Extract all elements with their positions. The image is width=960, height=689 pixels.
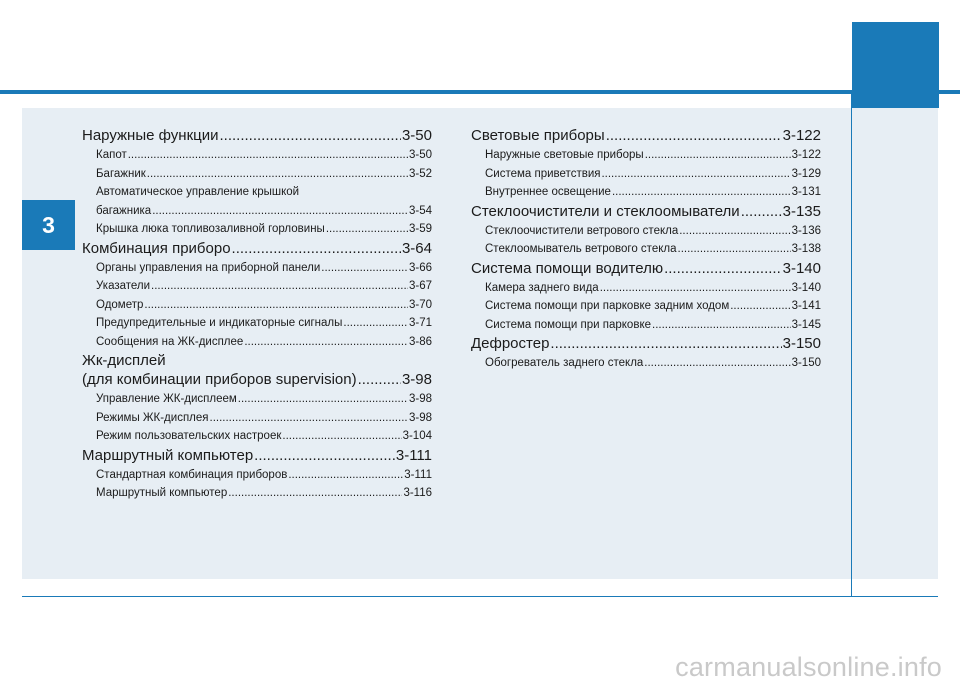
toc-section-title: (для комбинации приборов supervision) <box>82 371 357 388</box>
toc-entry[interactable] <box>471 240 821 259</box>
toc-entry[interactable] <box>471 146 821 165</box>
toc-entry-title-line1[interactable]: Автоматическое управление крышкой <box>96 186 300 198</box>
toc-entry-page: 3-54 <box>408 204 432 217</box>
toc-leader-dots <box>645 146 791 165</box>
toc-entry-page: 3-98 <box>408 393 432 405</box>
toc-entry-title: Одометр <box>96 298 144 311</box>
toc-entry-page: 3-52 <box>408 167 432 180</box>
toc-entry-title: Органы управления на приборной панели <box>96 261 321 274</box>
toc-entry[interactable] <box>82 314 432 333</box>
toc-entry[interactable] <box>471 354 821 373</box>
toc-entry[interactable] <box>82 333 432 352</box>
toc-entry-page: 3-70 <box>408 298 432 311</box>
toc-leader-dots <box>210 409 408 428</box>
toc-entry[interactable] <box>471 183 821 202</box>
toc-entry[interactable] <box>471 279 821 298</box>
footer-rule <box>22 596 938 597</box>
toc-section-title: Маршрутный компьютер <box>82 446 254 464</box>
watermark-text: carmanualsonline.info <box>675 652 942 682</box>
margin-rule <box>851 94 852 596</box>
toc-entry-page: 3-116 <box>403 487 432 499</box>
toc-leader-dots <box>730 297 790 316</box>
toc-entry-title: Управление ЖК-дисплеем <box>96 393 237 405</box>
toc-entry-title: Камера заднего вида <box>485 281 599 294</box>
toc-section-page: 3-135 <box>782 202 821 220</box>
chapter-number-tab: 3 <box>22 200 75 250</box>
toc-entry-title: Сообщения на ЖК-дисплее <box>96 335 244 348</box>
toc-section-page: 3-150 <box>782 335 821 352</box>
toc-entry-page: 3-86 <box>408 335 432 348</box>
toc-entry-page: 3-71 <box>408 317 432 329</box>
toc-entry-title: Наружные световые приборы <box>485 149 644 161</box>
toc-section[interactable] <box>471 334 821 354</box>
toc-entry-page: 3-150 <box>791 357 821 369</box>
toc-entry[interactable] <box>82 484 432 503</box>
toc-section-page: 3-140 <box>782 259 821 277</box>
toc-leader-dots <box>288 466 403 485</box>
toc-entry-title: Система помощи при парковке <box>485 318 651 331</box>
toc-entry-page: 3-66 <box>408 261 432 274</box>
toc-section-page: 3-64 <box>401 239 432 257</box>
toc-entry[interactable] <box>82 259 432 278</box>
toc-entry-page: 3-50 <box>408 149 432 161</box>
toc-leader-dots <box>228 484 402 503</box>
toc-section-page: 3-50 <box>401 127 432 144</box>
toc-leader-dots <box>282 427 401 446</box>
toc-entry-title: Крышка люка топливозаливной горловины <box>96 223 325 235</box>
toc-section[interactable] <box>471 259 821 279</box>
toc-entry[interactable] <box>82 427 432 446</box>
toc-section[interactable] <box>82 446 432 466</box>
header-tab-block <box>852 22 939 108</box>
toc-leader-dots <box>220 126 401 146</box>
toc-leader-dots <box>644 354 790 373</box>
toc-entry-page: 3-131 <box>791 186 821 198</box>
toc-leader-dots <box>679 222 790 241</box>
toc-entry-title: Обогреватель заднего стекла <box>485 357 644 369</box>
toc-entry-title: Внутреннее освещение <box>485 186 611 198</box>
toc-section[interactable] <box>82 370 432 390</box>
toc-entry-title: Указатели <box>96 280 151 292</box>
toc-leader-dots <box>652 316 791 335</box>
toc-entry-page: 3-67 <box>408 280 432 292</box>
toc-entry-page: 3-122 <box>791 149 821 161</box>
toc-entry-title: Стандартная комбинация приборов <box>96 468 288 481</box>
toc-entry-page: 3-129 <box>791 167 821 180</box>
toc-entry-page: 3-136 <box>791 224 821 237</box>
toc-entry-page: 3-138 <box>791 243 821 255</box>
toc-entry[interactable] <box>82 146 432 165</box>
toc-section-page: 3-122 <box>782 127 821 144</box>
toc-section-page: 3-98 <box>401 371 432 388</box>
toc-entry[interactable] <box>82 165 432 184</box>
toc-leader-dots <box>321 259 408 278</box>
toc-leader-dots <box>151 277 408 296</box>
toc-entry-title: Система помощи при парковке задним ходом <box>485 300 730 312</box>
toc-section-title: Комбинация приборо <box>82 239 231 257</box>
toc-leader-dots <box>144 296 408 315</box>
toc-section[interactable] <box>82 126 432 146</box>
toc-section-title: Стеклоочистители и стеклоомыватели <box>471 202 740 220</box>
toc-leader-dots <box>664 259 782 279</box>
toc-entry-page: 3-59 <box>408 223 432 235</box>
toc-entry-title: Капот <box>96 149 127 161</box>
toc-leader-dots <box>358 370 401 390</box>
toc-leader-dots <box>343 314 408 333</box>
toc-entry[interactable] <box>82 202 432 221</box>
toc-leader-dots <box>678 240 791 259</box>
toc-section[interactable] <box>471 202 821 222</box>
toc-entry-page: 3-140 <box>791 281 821 294</box>
toc-entry-page: 3-145 <box>791 318 821 331</box>
toc-section-title-line1[interactable]: Жк-дисплей <box>82 352 166 369</box>
toc-entry-page: 3-141 <box>791 300 821 312</box>
toc-entry[interactable] <box>471 165 821 184</box>
toc-entry[interactable] <box>82 220 432 239</box>
toc-section-page: 3-111 <box>395 446 432 464</box>
toc-entry[interactable] <box>82 409 432 428</box>
toc-section-title: Система помощи водителю <box>471 259 664 277</box>
toc-leader-dots <box>600 279 791 298</box>
toc-section-title: Световые приборы <box>471 127 605 144</box>
toc-entry-title: Предупредительные и индикаторные сигналы <box>96 317 343 329</box>
toc-entry[interactable] <box>82 390 432 409</box>
toc-entry[interactable] <box>471 222 821 241</box>
toc-entry-page: 3-98 <box>408 411 432 424</box>
toc-leader-dots <box>550 334 781 354</box>
toc-entry[interactable] <box>471 316 821 335</box>
toc-entry-title: Багажник <box>96 167 146 180</box>
toc-entry-title: багажника <box>96 204 152 217</box>
toc-entry[interactable] <box>82 296 432 315</box>
toc-leader-dots <box>244 333 408 352</box>
toc-leader-dots <box>232 239 401 259</box>
toc-leader-dots <box>326 220 408 239</box>
toc-section[interactable] <box>471 126 821 146</box>
toc-leader-dots <box>741 202 782 222</box>
toc-entry[interactable] <box>82 277 432 296</box>
toc-leader-dots <box>147 165 408 184</box>
toc-column-left <box>82 126 432 503</box>
toc-entry-title: Стеклоочистители ветрового стекла <box>485 224 679 237</box>
toc-leader-dots <box>601 165 790 184</box>
toc-leader-dots <box>128 146 408 165</box>
toc-entry[interactable] <box>82 466 432 485</box>
header-rule <box>0 90 960 94</box>
toc-entry-page: 3-104 <box>402 430 432 442</box>
toc-entry-page: 3-111 <box>404 468 432 481</box>
toc-section-title: Наружные функции <box>82 127 219 144</box>
toc-leader-dots <box>606 126 782 146</box>
toc-leader-dots <box>612 183 791 202</box>
toc-entry-title: Режимы ЖК-дисплея <box>96 411 209 424</box>
toc-column-right <box>471 126 821 373</box>
toc-entry-title: Система приветствия <box>485 167 601 180</box>
toc-section-title: Дефростер <box>471 335 550 352</box>
toc-leader-dots <box>238 390 408 409</box>
toc-entry[interactable] <box>471 297 821 316</box>
toc-leader-dots <box>254 446 395 466</box>
toc-entry-title: Стеклоомыватель ветрового стекла <box>485 243 677 255</box>
toc-entry-title: Маршрутный компьютер <box>96 487 228 499</box>
toc-leader-dots <box>152 202 408 221</box>
toc-section[interactable] <box>82 239 432 259</box>
toc-entry-title: Режим пользовательских настроек <box>96 430 282 442</box>
